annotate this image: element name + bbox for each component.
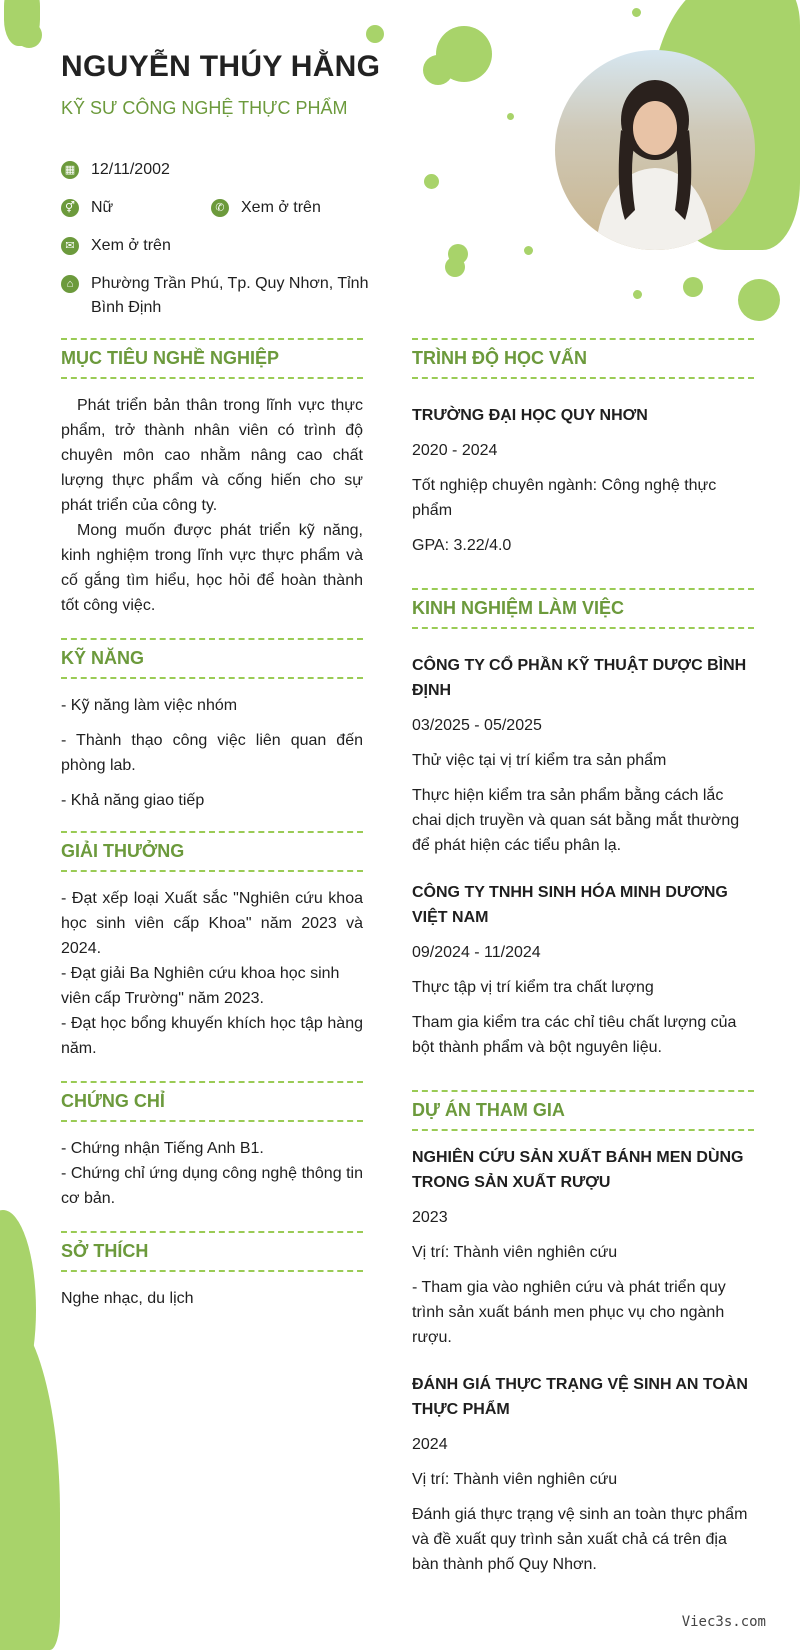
hobbies-title: SỞ THÍCH <box>61 1231 363 1272</box>
email-value: Xem ở trên <box>91 237 171 254</box>
decor-dot <box>366 25 384 43</box>
profile-photo <box>555 50 755 250</box>
education-gpa: GPA: 3.22/4.0 <box>412 537 512 554</box>
certificate-item: - Chứng chỉ ứng dụng công nghệ thông tin cơ bản. <box>61 1165 363 1207</box>
company-name: CÔNG TY CỔ PHẦN KỸ THUẬT DƯỢC BÌNH ĐỊNH <box>412 657 747 699</box>
job-period: 03/2025 - 05/2025 <box>412 717 542 734</box>
job-description: Thực hiện kiểm tra sản phẩm bằng cách lắc chai dịch truyền và quan sát bằng mắt thường để phát hiện các tiểu phân lạ. <box>412 787 740 854</box>
header <box>61 50 481 119</box>
full-name: NGUYỄN THÚY HẰNG <box>61 50 381 83</box>
certificate-item: - Chứng nhận Tiếng Anh B1. <box>61 1140 264 1157</box>
objective-paragraph: Mong muốn được phát triển kỹ năng, kinh nghiệm trong lĩnh vực thực phẩm và cố gắng tìm hiểu, học hỏi để hoàn thành tốt công việc. <box>61 522 363 614</box>
project-name: ĐÁNH GIÁ THỰC TRẠNG VỆ SINH AN TOÀN THỰC PHẨM <box>412 1376 748 1418</box>
site-watermark: Viec3s.com <box>681 1614 766 1630</box>
job-period: 09/2024 - 11/2024 <box>412 944 541 961</box>
project-role: Vị trí: Thành viên nghiên cứu <box>412 1471 618 1488</box>
decor-dot <box>632 8 641 17</box>
skill-item: - Khả năng giao tiếp <box>61 792 205 809</box>
job-description: Tham gia kiểm tra các chỉ tiêu chất lượng của bột thành phẩm và bột nguyên liệu. <box>412 1014 737 1056</box>
projects-title: DỰ ÁN THAM GIA <box>412 1090 754 1131</box>
profile-photo-illustration <box>555 50 755 250</box>
right-column <box>412 338 754 1587</box>
birthday-value: 12/11/2002 <box>91 161 170 178</box>
email-icon: ✉ <box>61 237 79 255</box>
phone-value: Xem ở trên <box>241 199 321 216</box>
skills-title: KỸ NĂNG <box>61 638 363 679</box>
objective-paragraph: Phát triển bản thân trong lĩnh vực thực phẩm, trở thành nhân viên có trình độ chuyên môn cao nhằm nâng cao chất lượng thực phẩm và cống hiến cho sự phát triển của công ty. <box>61 397 363 514</box>
phone-icon: ✆ <box>211 199 229 217</box>
home-icon: ⌂ <box>61 275 79 293</box>
job-role: Thực tập vị trí kiểm tra chất lượng <box>412 979 654 996</box>
decor-dot <box>633 290 642 299</box>
decor-dot <box>524 246 533 255</box>
job-title: KỸ SƯ CÔNG NGHỆ THỰC PHẨM <box>61 98 348 118</box>
phone-row <box>211 196 361 220</box>
decor-dot <box>16 22 42 48</box>
project-role: Vị trí: Thành viên nghiên cứu <box>412 1244 618 1261</box>
skill-item: - Kỹ năng làm việc nhóm <box>61 697 238 714</box>
gender-row <box>61 196 211 220</box>
company-name: CÔNG TY TNHH SINH HÓA MINH DƯƠNG VIỆT NAM <box>412 884 728 926</box>
decor-dot <box>738 279 780 321</box>
education-period: 2020 - 2024 <box>412 442 498 459</box>
decor-dot <box>424 174 439 189</box>
address-value: Phường Trần Phú, Tp. Quy Nhơn, Tỉnh Bình Định <box>91 275 369 316</box>
certificates-title: CHỨNG CHỈ <box>61 1081 363 1122</box>
job-role: Thử việc tại vị trí kiểm tra sản phẩm <box>412 752 667 769</box>
calendar-icon: ▦ <box>61 161 79 179</box>
objective-title: MỤC TIÊU NGHỀ NGHIỆP <box>61 338 363 379</box>
decor-dot <box>507 113 514 120</box>
left-column <box>61 338 363 1321</box>
address-row <box>61 272 391 320</box>
skill-item: - Thành thạo công việc liên quan đến phòng lab. <box>61 732 363 774</box>
project-description: Đánh giá thực trạng vệ sinh an toàn thực phẩm và đề xuất quy trình sản xuất chả cá trên địa bàn thành phố Quy Nhơn. <box>412 1506 748 1573</box>
decor-dot <box>445 257 465 277</box>
email-row <box>61 234 391 258</box>
award-item: - Đạt xếp loại Xuất sắc "Nghiên cứu khoa học sinh viên cấp Khoa" năm 2023 và 2024. <box>61 890 363 957</box>
school-name: TRƯỜNG ĐẠI HỌC QUY NHƠN <box>412 407 648 424</box>
project-name: NGHIÊN CỨU SẢN XUẤT BÁNH MEN DÙNG TRONG SẢN XUẤT RƯỢU <box>412 1149 744 1191</box>
decor-blob <box>0 1310 60 1650</box>
project-year: 2024 <box>412 1436 448 1453</box>
gender-icon: ⚥ <box>61 199 79 217</box>
gender-value: Nữ <box>91 199 114 216</box>
experience-title: KINH NGHIỆM LÀM VIỆC <box>412 588 754 629</box>
education-major: Tốt nghiệp chuyên ngành: Công nghệ thực phẩm <box>412 477 717 519</box>
awards-title: GIẢI THƯỞNG <box>61 831 363 872</box>
decor-dot <box>683 277 703 297</box>
project-description: - Tham gia vào nghiên cứu và phát triển quy trình sản xuất bánh men phục vụ cho ngành rượu. <box>412 1279 726 1346</box>
project-year: 2023 <box>412 1209 448 1226</box>
education-title: TRÌNH ĐỘ HỌC VẤN <box>412 338 754 379</box>
hobbies-text: Nghe nhạc, du lịch <box>61 1290 194 1307</box>
award-item: - Đạt giải Ba Nghiên cứu khoa học sinh viên cấp Trường" năm 2023. <box>61 965 340 1007</box>
birthday-row <box>61 158 391 182</box>
award-item: - Đạt học bổng khuyến khích học tập hàng năm. <box>61 1015 363 1057</box>
contact-info <box>61 158 391 334</box>
